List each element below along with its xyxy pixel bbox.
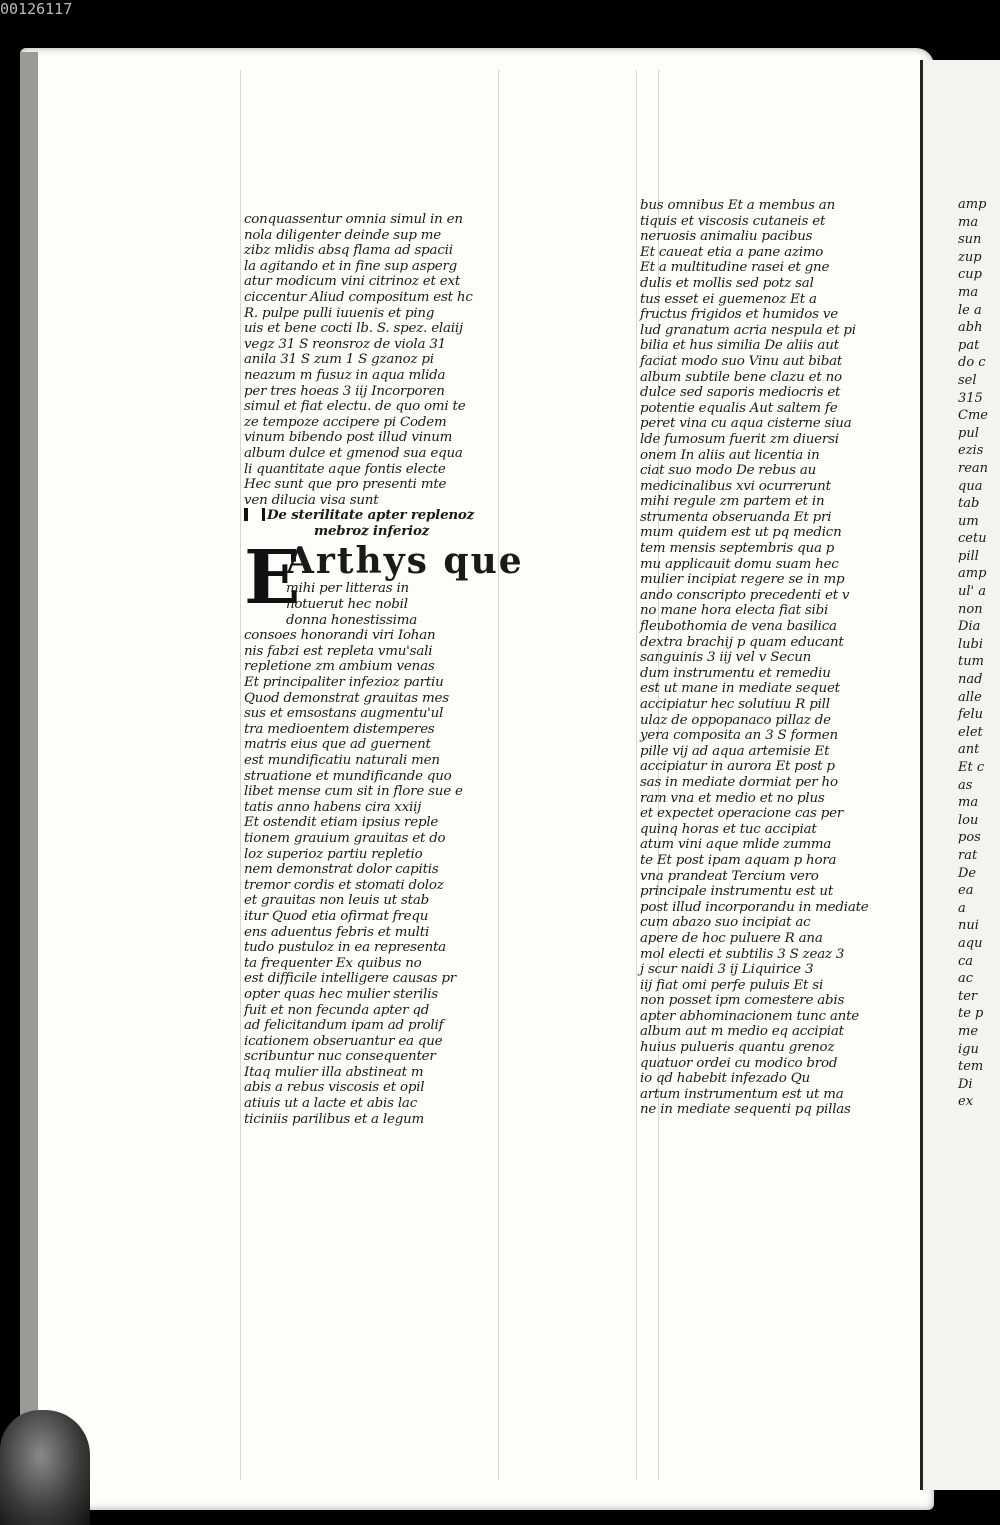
text-line: dulce sed saporis mediocris et	[640, 385, 841, 401]
text-fragment: Cme	[958, 408, 988, 424]
text-line: vinum bibendo post illud vinum	[244, 430, 453, 446]
text-fragment: lubi	[958, 636, 984, 652]
text-line: tremor cordis et stomati doloz	[244, 877, 444, 893]
text-line: Et principaliter infezioz partiu	[244, 675, 444, 691]
text-line: ram vna et medio et no plus	[640, 790, 825, 806]
text-fragment: nui	[958, 918, 979, 934]
text-line: faciat modo suo Vinu aut bibat	[640, 353, 843, 369]
text-line: non posset ipm comestere abis	[640, 993, 845, 1009]
text-line: yera composita an 3 S formen	[640, 728, 838, 744]
text-line: Quod demonstrat grauitas mes	[244, 690, 449, 706]
text-fragment: as	[958, 777, 973, 793]
text-line: et expectet operacione cas per	[640, 806, 844, 822]
text-fragment: zup	[958, 249, 982, 265]
text-line: huius pulueris quantu grenoz	[640, 1040, 835, 1056]
text-line: bus omnibus Et a membus an	[640, 198, 836, 213]
paragraph-mark-icon	[244, 508, 265, 521]
text-line: matris eius que ad guernent	[244, 737, 431, 753]
text-line: Et a multitudine rasei et gne	[640, 260, 830, 276]
text-fragment: lou	[958, 812, 979, 828]
text-fragment: amp	[958, 566, 987, 582]
text-fragment: ma	[958, 214, 979, 230]
text-fragment: um	[958, 513, 979, 529]
text-line: loz superioz partiu repletio	[244, 846, 423, 862]
text-line: Itaq mulier illa abstineat m	[244, 1064, 424, 1080]
text-fragment: pos	[958, 830, 981, 846]
left-column-upper-lines	[244, 212, 534, 508]
text-line: ando conscripto precedenti et v	[640, 587, 850, 603]
text-line: nola diligenter deinde sup me	[244, 227, 442, 243]
text-line: tionem grauium grauitas et do	[244, 830, 446, 846]
text-line: et grauitas non leuis ut stab	[244, 893, 429, 909]
text-line: itur Quod etia ofirmat frequ	[244, 908, 429, 924]
text-fragment: tab	[958, 496, 980, 512]
text-line: per tres hoeas 3 iij Incorporen	[244, 383, 445, 399]
text-line: peret vina cu aqua cisterne siua	[640, 416, 852, 432]
text-fragment: cup	[958, 267, 982, 283]
text-fragment: ter	[958, 988, 978, 1004]
text-line: accipiatur hec solutiuu R pill	[640, 697, 830, 712]
text-fragment: 315	[958, 390, 983, 406]
text-line: uis et bene cocti lb. S. spez. elaiij	[244, 321, 463, 337]
text-fragment: ea	[958, 883, 974, 899]
text-line: pille vij ad aqua artemisie Et	[640, 743, 830, 759]
text-line: dextra brachij p quam educant	[640, 634, 844, 650]
text-fragment: ac	[958, 971, 974, 987]
text-line: ven dilucia visa sunt	[244, 492, 379, 508]
text-line: conquassentur omnia simul in en	[244, 212, 463, 227]
text-fragment: ca	[958, 953, 974, 969]
text-line: strumenta obseruanda Et pri	[640, 509, 832, 525]
text-fragment: ex	[958, 1094, 974, 1110]
text-line: la agitando et in fine sup asperg	[244, 258, 458, 274]
text-line: artum instrumentum est ut ma	[640, 1086, 844, 1102]
text-fragment: qua	[958, 478, 983, 494]
text-fragment: me	[958, 1023, 979, 1039]
text-fragment: ant	[958, 742, 980, 758]
left-column-lower-lines	[244, 628, 534, 1127]
text-line: no mane hora electa fiat sibi	[640, 603, 829, 619]
text-fragment: nad	[958, 672, 983, 688]
text-line: cum abazo suo incipiat ac	[640, 915, 811, 931]
text-line: ticiniis parilibus et a legum	[244, 1111, 424, 1127]
decorated-initial-block	[244, 535, 534, 628]
text-line: simul et fiat electu. de quo omi te	[244, 399, 466, 415]
text-line: atiuis ut a lacte et abis lac	[244, 1096, 418, 1112]
text-line: est mundificatiu naturali men	[244, 753, 440, 768]
text-fragment: non	[958, 601, 983, 617]
text-fragment: a	[958, 900, 966, 916]
text-fragment: ma	[958, 795, 979, 811]
text-fragment: le a	[958, 302, 982, 318]
text-line: Et caueat etia a pane azimo	[640, 244, 824, 260]
text-line: vegz 31 S reonsroz de viola 31	[244, 336, 446, 352]
text-fragment: ezis	[958, 443, 984, 459]
text-line: atum vini aque mlide zumma	[640, 837, 832, 853]
text-fragment: tem	[958, 1059, 984, 1075]
thumb-holding-page	[0, 1410, 90, 1525]
text-line: te Et post ipam aquam p hora	[640, 852, 837, 868]
text-line: principale instrumentu est ut	[640, 884, 834, 900]
ruling-line	[240, 70, 241, 1480]
text-line: ciccentur Aliud compositum est hc	[244, 289, 473, 305]
text-line: tem mensis septembris qua p	[640, 541, 835, 557]
text-fragment: felu	[958, 707, 984, 723]
text-line: apere de hoc puluere R ana	[640, 930, 823, 946]
text-fragment: ul' a	[958, 584, 986, 600]
text-fragment: tum	[958, 654, 984, 670]
text-line: libet mense cum sit in flore sue e	[244, 784, 463, 800]
text-line: io qd habebit infezado Qu	[640, 1071, 810, 1087]
text-line: abis a rebus viscosis et opil	[244, 1080, 425, 1096]
text-line: iij fiat omi perfe puluis Et si	[640, 977, 824, 993]
text-line: scribuntur nuc consequenter	[244, 1049, 436, 1065]
text-line: donna honestissima	[286, 612, 417, 628]
text-line: album dulce et gmenod sua equa	[244, 445, 463, 461]
text-line: mulier incipiat regere se in mp	[640, 572, 845, 588]
text-line: onem In aliis aut licentia in	[640, 447, 820, 463]
text-fragment: Et c	[958, 760, 985, 775]
text-line: medicinalibus xvi ocurrerunt	[640, 478, 831, 494]
text-line: fructus frigidos et humidos ve	[640, 307, 838, 323]
text-fragment: ma	[958, 284, 979, 300]
opening-word: Arthys que	[286, 540, 524, 583]
text-fragment: pat	[958, 337, 980, 353]
text-fragment: do c	[958, 355, 986, 371]
frame-id-label: 00126117	[0, 0, 73, 18]
text-line: ulaz de oppopanaco pillaz de	[640, 712, 831, 728]
section-heading: De sterilitate apter replenoz	[244, 508, 534, 524]
text-line: ze tempoze accipere pi Codem	[244, 414, 447, 430]
text-fragment: sel	[958, 372, 977, 388]
text-fragment: sun	[958, 232, 982, 248]
text-line: fleubothomia de vena basilica	[640, 619, 837, 635]
text-line: ta frequenter Ex quibus no	[244, 955, 422, 971]
text-fragment: pill	[958, 548, 979, 564]
text-line: tus esset ei guemenoz Et a	[640, 291, 817, 307]
text-line: Hec sunt que pro presenti mte	[244, 477, 447, 493]
text-line: tudo pustuloz in ea representa	[244, 940, 446, 956]
text-line: opter quas hec mulier sterilis	[244, 986, 438, 1002]
text-fragment: Dia	[958, 619, 981, 635]
text-line: lde fumosum fuerit zm diuersi	[640, 431, 839, 447]
text-line: dum instrumentu et remediu	[640, 665, 831, 681]
text-line: quinq horas et tuc accipiat	[640, 821, 817, 837]
text-fragment: abh	[958, 320, 983, 336]
left-text-column	[244, 212, 534, 1127]
text-fragment: aqu	[958, 935, 983, 951]
text-line: fuit et non fecunda apter qd	[244, 1002, 430, 1018]
decorated-initial: E	[244, 535, 301, 622]
text-line: est ut mane in mediate sequet	[640, 681, 840, 697]
text-fragment: amp	[958, 197, 987, 212]
text-line: mu applicauit domu suam hec	[640, 556, 839, 572]
text-line: tatis anno habens cira xxiij	[244, 799, 422, 815]
text-line: bilia et hus similia De aliis aut	[640, 338, 839, 354]
text-line: repletione zm ambium venas	[244, 659, 435, 675]
text-fragment: alle	[958, 689, 982, 705]
text-line: tra medioentem distemperes	[244, 721, 435, 737]
text-line: ciat suo modo De rebus au	[640, 463, 817, 479]
text-fragment: De	[958, 865, 977, 881]
text-line: dulis et mollis sed potz sal	[640, 275, 814, 291]
text-line: ens aduentus febris et multi	[244, 924, 430, 940]
text-line: Et ostendit etiam ipsius reple	[244, 815, 439, 831]
text-line: potentie equalis Aut saltem fe	[640, 400, 838, 416]
text-line: mol electi et subtilis 3 S zeaz 3	[640, 946, 845, 962]
page-gutter-edge	[20, 52, 38, 1502]
text-fragment: cetu	[958, 531, 987, 547]
text-line: icationem obseruantur ea que	[244, 1033, 443, 1049]
text-line: nis fabzi est repleta vmu'sali	[244, 643, 433, 659]
text-line: post illud incorporandu in mediate	[640, 899, 869, 915]
text-line: sas in mediate dormiat per ho	[640, 774, 838, 790]
text-line: vna prandeat Tercium vero	[640, 868, 819, 884]
text-line: zibz mlidis absq flama ad spacii	[244, 243, 453, 259]
text-fragment: rean	[958, 460, 989, 476]
text-line: sus et emsostans augmentu'ul	[244, 706, 444, 722]
text-line: li quantitate aque fontis electe	[244, 461, 446, 477]
text-fragment: pul	[958, 425, 979, 441]
text-line: atur modicum vini citrinoz et ext	[244, 274, 461, 290]
text-line: R. pulpe pulli iuuenis et ping	[244, 305, 435, 321]
text-line: lud granatum acria nespula et pi	[640, 322, 856, 338]
lines-beside-initial	[286, 581, 524, 628]
facing-page-text	[958, 196, 988, 1111]
text-fragment: rat	[958, 847, 978, 863]
text-line: struatione et mundificande quo	[244, 768, 452, 784]
text-line: neruosis animaliu pacibus	[640, 229, 813, 245]
text-line: notuerut hec nobil	[286, 597, 408, 613]
text-line: anila 31 S zum 1 S gzanoz pi	[244, 352, 434, 368]
text-fragment: Di	[958, 1076, 973, 1092]
text-line: accipiatur in aurora Et post p	[640, 759, 835, 775]
text-line: est difficile intelligere causas pr	[244, 971, 456, 987]
text-line: tiquis et viscosis cutaneis et	[640, 213, 826, 229]
text-line: consoes honorandi viri Iohan	[244, 628, 436, 644]
text-fragment: elet	[958, 724, 983, 740]
text-fragment: igu	[958, 1041, 979, 1057]
text-line: j scur naidi 3 ij Liquirice 3	[640, 962, 814, 978]
text-line: mihi per litteras in	[286, 581, 409, 597]
right-text-column	[640, 198, 930, 1118]
text-line: quatuor ordei cu modico brod	[640, 1055, 838, 1071]
text-line: apter abhominacionem tunc ante	[640, 1008, 859, 1024]
text-line: nem demonstrat dolor capitis	[244, 862, 439, 878]
text-fragment: te p	[958, 1006, 984, 1022]
text-line: mum quidem est ut pq medicn	[640, 525, 842, 541]
section-heading-continuation: mebroz inferioz	[314, 522, 430, 539]
ruling-line	[636, 70, 637, 1480]
text-line: sanguinis 3 iij vel v Secun	[640, 650, 812, 666]
text-line: mihi regule zm partem et in	[640, 494, 825, 510]
text-line: neazum m fusuz in aqua mlida	[244, 367, 446, 383]
text-line: album aut m medio eq accipiat	[640, 1024, 844, 1040]
text-line: ne in mediate sequenti pq pillas	[640, 1102, 851, 1118]
text-line: ad felicitandum ipam ad prolif	[244, 1018, 444, 1034]
text-line: album subtile bene clazu et no	[640, 369, 842, 385]
